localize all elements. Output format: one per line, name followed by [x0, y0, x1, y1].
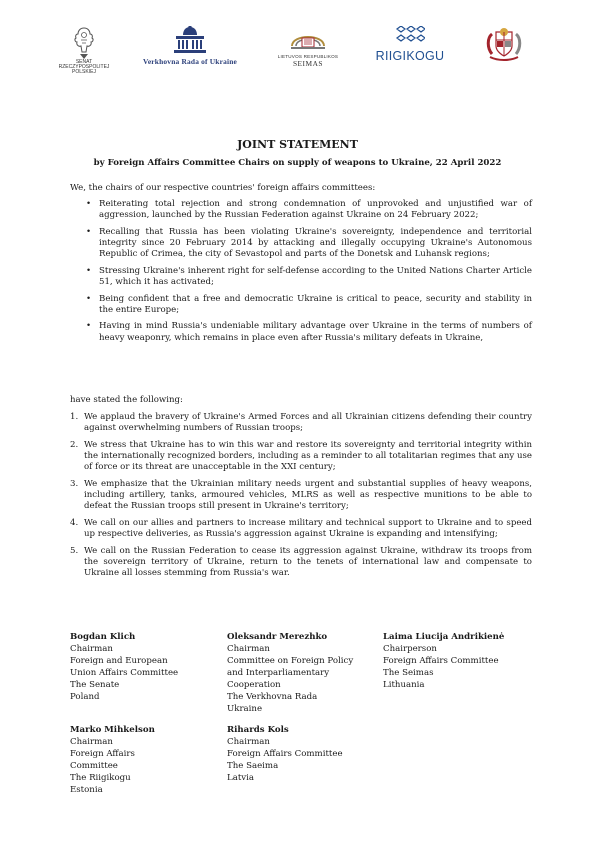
preamble-list [86, 199, 532, 349]
polish-senate-logo [58, 26, 110, 75]
bullet-icon: • [86, 293, 92, 304]
preamble-item: • Recalling that Russia has been violating Ukraine's sovereignty, independence and territorial integrity since 20 February 2014 by attacking and illegally occupying Ukraine's Autonomous Republic of Crimea, the city of Sevastopol and parts of the Donetsk and Luhansk regions; [86, 226, 532, 260]
preamble-item: • Stressing Ukraine's inherent right for self-defense according to the United Nations Charter Article 51, which it has activated; [86, 265, 532, 287]
preamble-item: • Reiterating total rejection and strong condemnation of unprovoked and unjustified war of aggression, launched by the Russian Federation against Ukraine on 24 February 2022; [86, 199, 532, 221]
document-subtitle: by Foreign Affairs Committee Chairs on supply of weapons to Ukraine, 22 April 2022 [93, 158, 502, 168]
bullet-icon: • [86, 226, 92, 237]
seimas-logo [272, 26, 344, 68]
seimas-small-text: LIETUVOS RESPUBLIKOS [277, 54, 339, 59]
verkhovna-rada-logo [135, 26, 245, 66]
senate-logo-text: SENAT RZECZYPOSPOLITEJ POLSKIEJ [58, 59, 110, 75]
statement-point: 1. We applaud the bravery of Ukraine's Armed Forces and all Ukrainian citizens defending their country against overwhelming numbers of Russian troops; [70, 412, 532, 434]
statement-points [70, 412, 532, 585]
bullet-icon: • [86, 321, 92, 332]
signatory-estonia: Marko Mihkelson Chairman Foreign Affairs Committee The Riigikogu Estonia [70, 725, 155, 795]
signatory-latvia: Rihards Kols Chairman Foreign Affairs Committee The Saeima Latvia [227, 725, 343, 783]
riigikogu-text: RIIGIKOGU [375, 49, 445, 63]
latvia-coat-of-arms-icon [484, 26, 524, 62]
seimas-big-text: SEIMAS [292, 59, 324, 68]
statement-point: 4. We call on our allies and partners to increase military and technical support to Ukraine and to speed up respective deliveries, as Russia's aggression against Ukraine is expanding and intensifying; [70, 517, 532, 539]
preamble-item: • Being confident that a free and democratic Ukraine is critical to peace, security and stability in the entire Europe; [86, 293, 532, 315]
riigikogu-logo [370, 26, 450, 63]
statement-point: 2. We stress that Ukraine has to win this war and restore its sovereignty and territorial integrity within the internationally recognized borders, including as a reminder to all totalitarian regimes that any use of force or its threat are unacceptable in the XXI century; [70, 439, 532, 473]
signatory-ukraine: Oleksandr Merezhko Chairman Committee on Foreign Policy and Interparliamentary Cooperation The Verkhovna Rada Ukraine [227, 632, 354, 714]
verkhovna-rada-text: Verkhovna Rada of Ukraine [142, 57, 238, 66]
saeima-logo [482, 26, 526, 62]
signatory-poland: Bogdan Klich Chairman Foreign and European Union Affairs Committee The Senate Poland [70, 632, 179, 702]
bullet-icon: • [86, 199, 92, 209]
preamble-item: • Having in mind Russia's undeniable military advantage over Ukraine in the terms of numbers of heavy weaponry, which remains in place even after Russia's military defeats in Ukraine, [86, 321, 532, 343]
signatory-lithuania: Laima Liucija Andrikienė Chairperson Foreign Affairs Committee The Seimas Lithuania [383, 632, 505, 690]
stated-line: have stated the following: [70, 395, 183, 405]
seimas-emblem-icon [288, 26, 328, 52]
bullet-icon: • [86, 265, 92, 276]
statement-point: 3. We emphasize that the Ukrainian military needs urgent and substantial supplies of heavy weapons, including artillery, tanks, armoured vehicles, MLRS as well as respective munitions to be able to defeat the Russian troops still present in Ukraine's territory; [70, 478, 532, 512]
parliament-building-icon [173, 26, 207, 54]
riigikogu-pattern-icon [395, 26, 425, 42]
eagle-crest-icon [72, 26, 96, 60]
statement-point: 5. We call on the Russian Federation to cease its aggression against Ukraine, withdraw its troops from the sovereign territory of Ukraine, return to the tenets of international law and compensate to Ukraine all losses stemming from Russia's war. [70, 545, 532, 578]
intro-paragraph: We, the chairs of our respective countries' foreign affairs committees: [70, 183, 376, 193]
document-title: JOINT STATEMENT [237, 138, 358, 151]
logo-header [0, 26, 595, 86]
